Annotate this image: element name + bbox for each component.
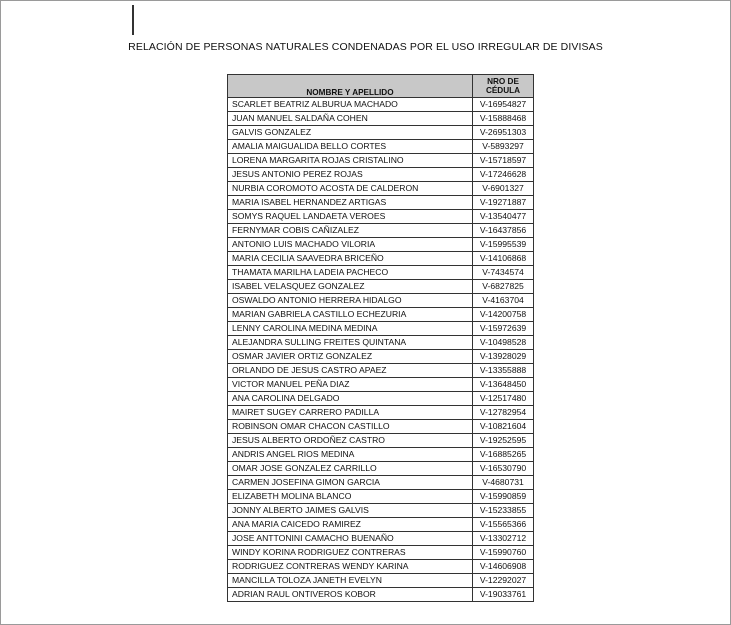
table-row xyxy=(228,168,534,182)
header-id-line2: CÉDULA xyxy=(485,86,521,95)
convicted-persons-table xyxy=(227,74,534,602)
table-row xyxy=(228,252,534,266)
id-number: V-6901327 xyxy=(473,182,534,196)
person-name: JESUS ALBERTO ORDOÑEZ CASTRO xyxy=(228,434,473,448)
person-name: ANA MARIA CAICEDO RAMIREZ xyxy=(228,518,473,532)
id-number: V-16885265 xyxy=(473,448,534,462)
table-row xyxy=(228,476,534,490)
id-number: V-15990760 xyxy=(473,546,534,560)
table-row xyxy=(228,322,534,336)
table-row xyxy=(228,392,534,406)
id-number: V-13540477 xyxy=(473,210,534,224)
table-row xyxy=(228,574,534,588)
table-row xyxy=(228,448,534,462)
document-title: RELACIÓN DE PERSONAS NATURALES CONDENADAS POR EL USO IRREGULAR DE DIVISAS xyxy=(128,41,603,53)
text-cursor xyxy=(132,5,134,35)
table-row xyxy=(228,462,534,476)
id-number: V-4163704 xyxy=(473,294,534,308)
table-row xyxy=(228,350,534,364)
table-row xyxy=(228,364,534,378)
table-row xyxy=(228,182,534,196)
table-row xyxy=(228,126,534,140)
table-row xyxy=(228,504,534,518)
person-name: LENNY CAROLINA MEDINA MEDINA xyxy=(228,322,473,336)
id-number: V-10498528 xyxy=(473,336,534,350)
person-name: JESUS ANTONIO PEREZ ROJAS xyxy=(228,168,473,182)
header-id-number xyxy=(473,75,534,98)
table-row xyxy=(228,546,534,560)
id-number: V-26951303 xyxy=(473,126,534,140)
person-name: OMAR JOSE GONZALEZ CARRILLO xyxy=(228,462,473,476)
person-name: THAMATA MARILHA LADEIA PACHECO xyxy=(228,266,473,280)
person-name: ALEJANDRA SULLING FREITES QUINTANA xyxy=(228,336,473,350)
person-name: WINDY KORINA RODRIGUEZ CONTRERAS xyxy=(228,546,473,560)
person-name: OSMAR JAVIER ORTIZ GONZALEZ xyxy=(228,350,473,364)
person-name: SCARLET BEATRIZ ALBURUA MACHADO xyxy=(228,98,473,112)
person-name: MARIA CECILIA SAAVEDRA BRICEÑO xyxy=(228,252,473,266)
table-row xyxy=(228,224,534,238)
id-number: V-14606908 xyxy=(473,560,534,574)
table-row xyxy=(228,154,534,168)
person-name: ELIZABETH MOLINA BLANCO xyxy=(228,490,473,504)
person-name: LORENA MARGARITA ROJAS CRISTALINO xyxy=(228,154,473,168)
id-number: V-19271887 xyxy=(473,196,534,210)
id-number: V-14200758 xyxy=(473,308,534,322)
person-name: ROBINSON OMAR CHACON CASTILLO xyxy=(228,420,473,434)
table-row xyxy=(228,140,534,154)
person-name: MARIAN GABRIELA CASTILLO ECHEZURIA xyxy=(228,308,473,322)
table-row xyxy=(228,308,534,322)
table-row xyxy=(228,434,534,448)
person-name: JUAN MANUEL SALDAÑA COHEN xyxy=(228,112,473,126)
id-number: V-15995539 xyxy=(473,238,534,252)
id-number: V-15972639 xyxy=(473,322,534,336)
table-row xyxy=(228,420,534,434)
table-row xyxy=(228,518,534,532)
table-row xyxy=(228,406,534,420)
id-number: V-13928029 xyxy=(473,350,534,364)
table-row xyxy=(228,98,534,112)
person-name: ISABEL VELASQUEZ GONZALEZ xyxy=(228,280,473,294)
person-name: MAIRET SUGEY CARRERO PADILLA xyxy=(228,406,473,420)
table-row xyxy=(228,294,534,308)
id-number: V-19033761 xyxy=(473,588,534,602)
table-row xyxy=(228,532,534,546)
table-row xyxy=(228,336,534,350)
person-name: JOSE ANTTONINI CAMACHO BUENAÑO xyxy=(228,532,473,546)
id-number: V-12782954 xyxy=(473,406,534,420)
person-name: ANTONIO LUIS MACHADO VILORIA xyxy=(228,238,473,252)
person-name: SOMYS RAQUEL LANDAETA VEROES xyxy=(228,210,473,224)
person-name: NURBIA COROMOTO ACOSTA DE CALDERON xyxy=(228,182,473,196)
id-number: V-17246628 xyxy=(473,168,534,182)
id-number: V-13648450 xyxy=(473,378,534,392)
id-number: V-15990859 xyxy=(473,490,534,504)
person-name: CARMEN JOSEFINA GIMON GARCIA xyxy=(228,476,473,490)
person-name: ADRIAN RAUL ONTIVEROS KOBOR xyxy=(228,588,473,602)
table-row xyxy=(228,588,534,602)
person-name: RODRIGUEZ CONTRERAS WENDY KARINA xyxy=(228,560,473,574)
id-number: V-12292027 xyxy=(473,574,534,588)
table-row xyxy=(228,378,534,392)
table-row xyxy=(228,280,534,294)
id-number: V-5893297 xyxy=(473,140,534,154)
id-number: V-16954827 xyxy=(473,98,534,112)
id-number: V-14106868 xyxy=(473,252,534,266)
id-number: V-4680731 xyxy=(473,476,534,490)
table-row xyxy=(228,266,534,280)
table-body xyxy=(228,98,534,602)
header-id-line1: NRO DE xyxy=(487,77,519,86)
table-header-row xyxy=(228,75,534,98)
table-row xyxy=(228,112,534,126)
table-row xyxy=(228,238,534,252)
person-name: MARIA ISABEL HERNANDEZ ARTIGAS xyxy=(228,196,473,210)
table-row xyxy=(228,490,534,504)
table-row xyxy=(228,560,534,574)
id-number: V-15565366 xyxy=(473,518,534,532)
id-number: V-13355888 xyxy=(473,364,534,378)
person-name: JONNY ALBERTO JAIMES GALVIS xyxy=(228,504,473,518)
person-name: GALVIS GONZALEZ xyxy=(228,126,473,140)
person-name: ANA CAROLINA DELGADO xyxy=(228,392,473,406)
person-name: FERNYMAR COBIS CAÑIZALEZ xyxy=(228,224,473,238)
person-name: ANDRIS ANGEL RIOS MEDINA xyxy=(228,448,473,462)
id-number: V-10821604 xyxy=(473,420,534,434)
table-row xyxy=(228,210,534,224)
person-name: AMALIA MAIGUALIDA BELLO CORTES xyxy=(228,140,473,154)
id-number: V-15233855 xyxy=(473,504,534,518)
id-number: V-7434574 xyxy=(473,266,534,280)
id-number: V-6827825 xyxy=(473,280,534,294)
person-name: ORLANDO DE JESUS CASTRO APAEZ xyxy=(228,364,473,378)
person-name: OSWALDO ANTONIO HERRERA HIDALGO xyxy=(228,294,473,308)
person-name: VICTOR MANUEL PEÑA DIAZ xyxy=(228,378,473,392)
id-number: V-16437856 xyxy=(473,224,534,238)
id-number: V-12517480 xyxy=(473,392,534,406)
table-row xyxy=(228,196,534,210)
id-number: V-16530790 xyxy=(473,462,534,476)
id-number: V-19252595 xyxy=(473,434,534,448)
header-name: NOMBRE Y APELLIDO xyxy=(228,75,473,98)
id-number: V-13302712 xyxy=(473,532,534,546)
id-number: V-15718597 xyxy=(473,154,534,168)
id-number: V-15888468 xyxy=(473,112,534,126)
person-name: MANCILLA TOLOZA JANETH EVELYN xyxy=(228,574,473,588)
